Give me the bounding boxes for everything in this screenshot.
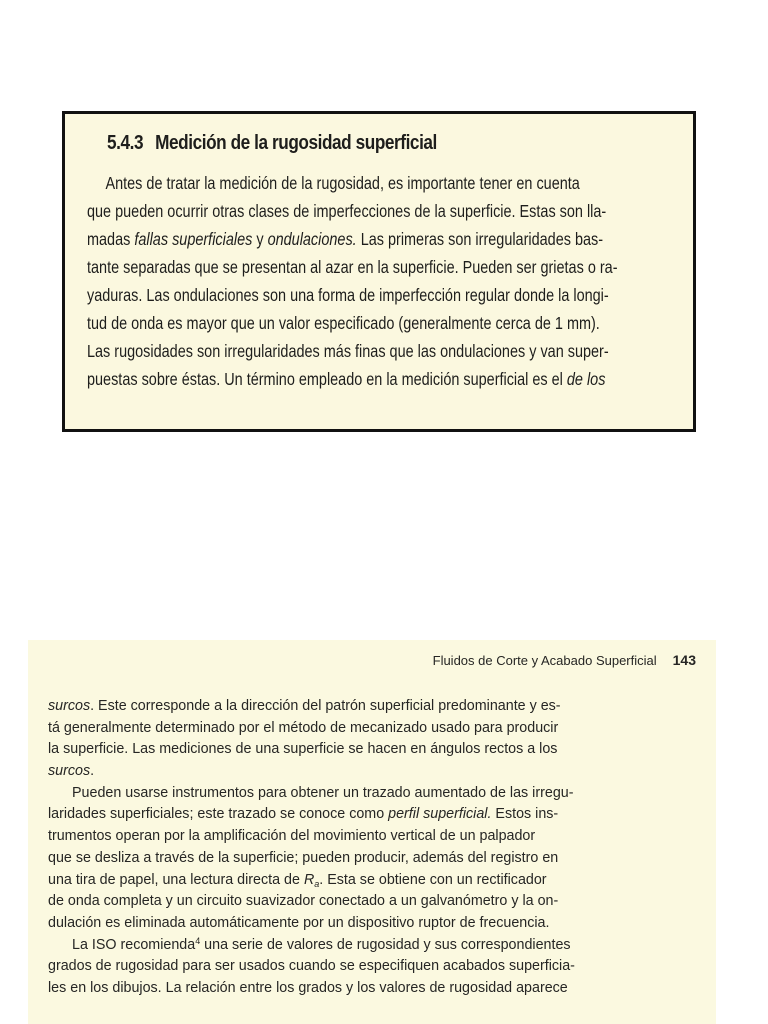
text-span: que pueden ocurrir otras clases de imperfecciones de la superficie. Estas son lla- [87, 201, 607, 221]
text-span: Estos ins- [491, 806, 559, 823]
text-span: tud de onda es mayor que un valor especificado (generalmente cerca de 1 mm). [87, 313, 600, 333]
text-span: grados de rugosidad para ser usados cuando se especifiquen acabados superficia- [48, 958, 575, 975]
text-line [48, 804, 708, 826]
text-span: yaduras. Las ondulaciones son una forma de imperfección regular donde la longi- [87, 285, 609, 305]
subscript: a [314, 878, 320, 889]
text-line [48, 761, 708, 783]
text-line [87, 281, 609, 309]
text-span: trumentos operan por la amplificación del movimiento vertical de un palpador [48, 828, 536, 845]
italic-text: surcos [48, 763, 91, 780]
section-title: Medición de la rugosidad superficial [155, 132, 437, 154]
excerpt-paragraph [87, 169, 681, 393]
text-line [87, 253, 618, 281]
text-line [87, 197, 607, 225]
excerpt-box [62, 111, 696, 432]
text-span: Antes de tratar la medición de la rugosidad, es importante tener en cuenta [105, 173, 580, 193]
text-span: madas [87, 229, 135, 249]
running-head [28, 652, 696, 668]
text-span: Las rugosidades son irregularidades más finas que las ondulaciones y van super- [87, 341, 609, 361]
italic-text: de los [566, 369, 606, 389]
italic-text: fallas superficiales [134, 229, 253, 249]
text-span: la superficie. Las mediciones de una superficie se hacen en ángulos rectos a los [48, 741, 558, 758]
text-line [48, 718, 708, 740]
footnote-ref: 4 [195, 935, 201, 946]
text-line [48, 913, 708, 935]
text-span: tá generalmente determinado por el método de mecanizado usado para producir [48, 719, 559, 736]
text-line [48, 696, 708, 718]
text-span: Pueden usarse instrumentos para obtener un trazado aumentado de las irregu- [72, 784, 574, 801]
text-span: de onda completa y un circuito suavizador conectado a un galvanómetro y la on- [48, 893, 559, 910]
text-line [87, 365, 606, 393]
text-line [48, 891, 708, 913]
text-span: una tira de papel, una lectura directa de [48, 871, 304, 888]
text-span: les en los dibujos. La relación entre los grados y los valores de rugosidad aparece [48, 979, 568, 996]
text-line [48, 870, 708, 892]
italic-text: surcos [48, 698, 91, 714]
text-span: puestas sobre éstas. Un término empleado en la medición superficial es el [87, 369, 567, 389]
text-span: tante separadas que se presentan al azar en la superficie. Pueden ser grietas o ra- [87, 257, 618, 277]
text-span: . [90, 763, 95, 780]
text-span: que se desliza a través de la superficie; pueden producir, además del registro en [48, 849, 559, 866]
section-heading [107, 132, 601, 155]
text-line [87, 309, 600, 337]
text-line [48, 935, 708, 957]
page-number: 143 [672, 652, 696, 668]
text-line [48, 826, 708, 848]
text-line [48, 956, 708, 978]
text-span: y [252, 229, 268, 249]
text-line [48, 739, 708, 761]
text-line [48, 783, 708, 805]
text-span: . Este corresponde a la dirección del patrón superficial predominante y es- [90, 698, 561, 714]
italic-text: ondulaciones. [267, 229, 357, 249]
text-span: . Esta se obtiene con un rectificador [319, 871, 547, 888]
text-span: una serie de valores de rugosidad y sus correspondientes [200, 936, 571, 953]
text-span: dulación es eliminada automáticamente por un dispositivo ruptor de frecuencia. [48, 914, 550, 931]
section-number: 5.4.3 [107, 132, 144, 154]
page-body-text [48, 696, 708, 1000]
italic-text: R [303, 871, 315, 888]
text-line [87, 169, 586, 197]
text-span: Las primeras son irregularidades bas- [356, 229, 604, 249]
text-line [48, 848, 708, 870]
text-span: La ISO recomienda [72, 936, 196, 953]
italic-text: perfil superficial. [388, 806, 492, 823]
text-line [87, 225, 604, 253]
text-line [87, 337, 609, 365]
text-span: laridades superficiales; este trazado se conoce como [48, 806, 389, 823]
book-page [28, 640, 716, 1024]
running-head-title: Fluidos de Corte y Acabado Superficial [432, 653, 657, 668]
text-line [48, 978, 708, 1000]
